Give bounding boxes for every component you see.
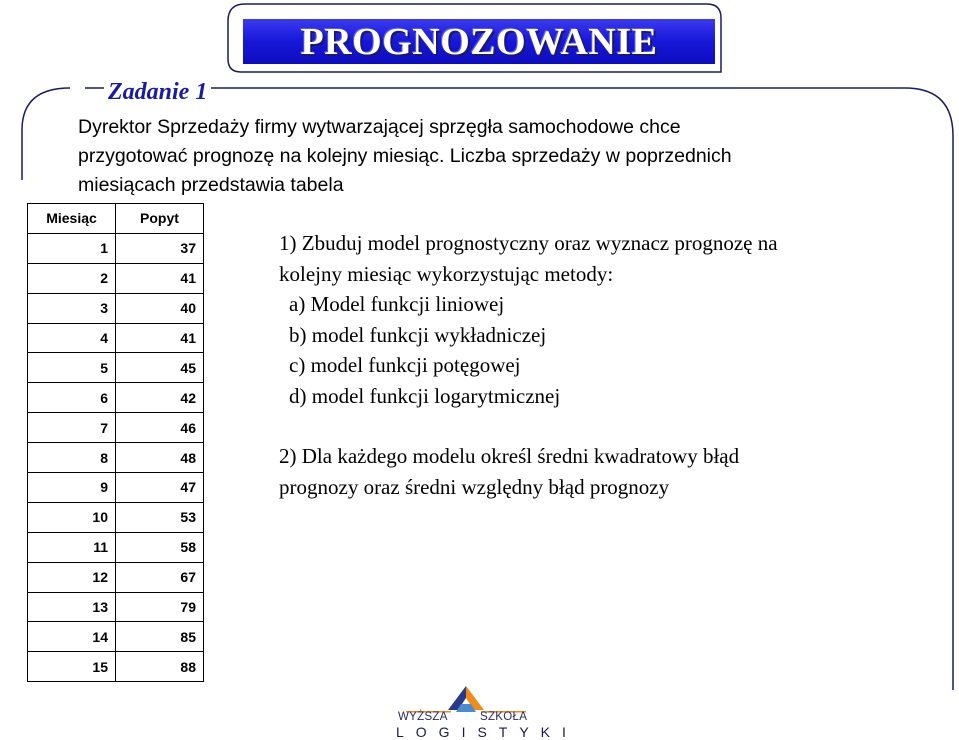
table-row <box>28 293 204 323</box>
table-row <box>28 413 204 443</box>
table-row <box>28 383 204 413</box>
cell-demand: 53 <box>116 502 204 532</box>
cell-month: 6 <box>28 383 116 413</box>
intro-line: miesiącach przedstawia tabela <box>78 174 344 196</box>
cell-demand: 45 <box>116 353 204 383</box>
column-header-month: Miesiąc <box>28 204 116 234</box>
cell-demand: 48 <box>116 443 204 473</box>
cell-month: 5 <box>28 353 116 383</box>
table-row <box>28 562 204 592</box>
cell-month: 11 <box>28 532 116 562</box>
table-row <box>28 323 204 353</box>
cell-month: 14 <box>28 622 116 652</box>
cell-demand: 88 <box>116 652 204 682</box>
table-row <box>28 353 204 383</box>
cell-month: 3 <box>28 293 116 323</box>
logo-text-bottom: LOGISTYKI <box>396 724 578 740</box>
cell-demand: 37 <box>116 233 204 263</box>
cell-month: 9 <box>28 473 116 503</box>
cell-month: 13 <box>28 592 116 622</box>
column-header-demand: Popyt <box>116 204 204 234</box>
school-logo <box>396 684 578 740</box>
intro-line: Dyrektor Sprzedaży firmy wytwarzającej sprzęgła samochodowe chce <box>78 116 681 138</box>
question-2-line: 2) Dla każdego modelu określ średni kwadratowy błąd <box>279 444 740 468</box>
task-label: Zadanie 1 <box>104 79 211 106</box>
cell-demand: 47 <box>116 473 204 503</box>
cell-month: 8 <box>28 443 116 473</box>
cell-month: 15 <box>28 652 116 682</box>
title-banner <box>243 19 715 64</box>
cell-demand: 46 <box>116 413 204 443</box>
table-header-row <box>28 204 204 234</box>
cell-month: 4 <box>28 323 116 353</box>
method-item-d: d) model funkcji logarytmicznej <box>289 383 561 408</box>
table-row <box>28 622 204 652</box>
intro-line: przygotować prognozę na kolejny miesiąc. Liczba sprzedaży w poprzednich <box>78 145 732 167</box>
table-row <box>28 592 204 622</box>
cell-month: 12 <box>28 562 116 592</box>
cell-demand: 40 <box>116 293 204 323</box>
question-1-line: kolejny miesiąc wykorzystując metody: <box>279 261 614 286</box>
cell-month: 1 <box>28 233 116 263</box>
cell-demand: 67 <box>116 562 204 592</box>
cell-demand: 41 <box>116 263 204 293</box>
table-row <box>28 473 204 503</box>
table-row <box>28 233 204 263</box>
demand-table <box>27 203 204 682</box>
cell-demand: 85 <box>116 622 204 652</box>
cell-demand: 58 <box>116 532 204 562</box>
table-row <box>28 532 204 562</box>
question-2-line: prognozy oraz średni względny błąd prognozy <box>279 474 670 499</box>
method-item-b: b) model funkcji wykładniczej <box>289 322 547 347</box>
table-row <box>28 502 204 532</box>
page-title: PROGNOZOWANIE <box>300 20 658 63</box>
method-item-a: a) Model funkcji liniowej <box>289 292 505 316</box>
logo-text-top-left: WYŻSZA <box>398 711 448 723</box>
table-row <box>28 263 204 293</box>
cell-demand: 41 <box>116 323 204 353</box>
method-item-c: c) model funkcji potęgowej <box>289 353 521 377</box>
question-1-line: 1) Zbuduj model prognostyczny oraz wyznacz prognozę na <box>279 231 778 255</box>
cell-month: 10 <box>28 502 116 532</box>
cell-month: 2 <box>28 263 116 293</box>
task-description <box>78 113 878 200</box>
table-row <box>28 443 204 473</box>
logo-text-top-right: SZKOŁA <box>480 711 528 723</box>
questions-block <box>279 228 919 502</box>
table-row <box>28 652 204 682</box>
cell-month: 7 <box>28 413 116 443</box>
cell-demand: 79 <box>116 592 204 622</box>
cell-demand: 42 <box>116 383 204 413</box>
